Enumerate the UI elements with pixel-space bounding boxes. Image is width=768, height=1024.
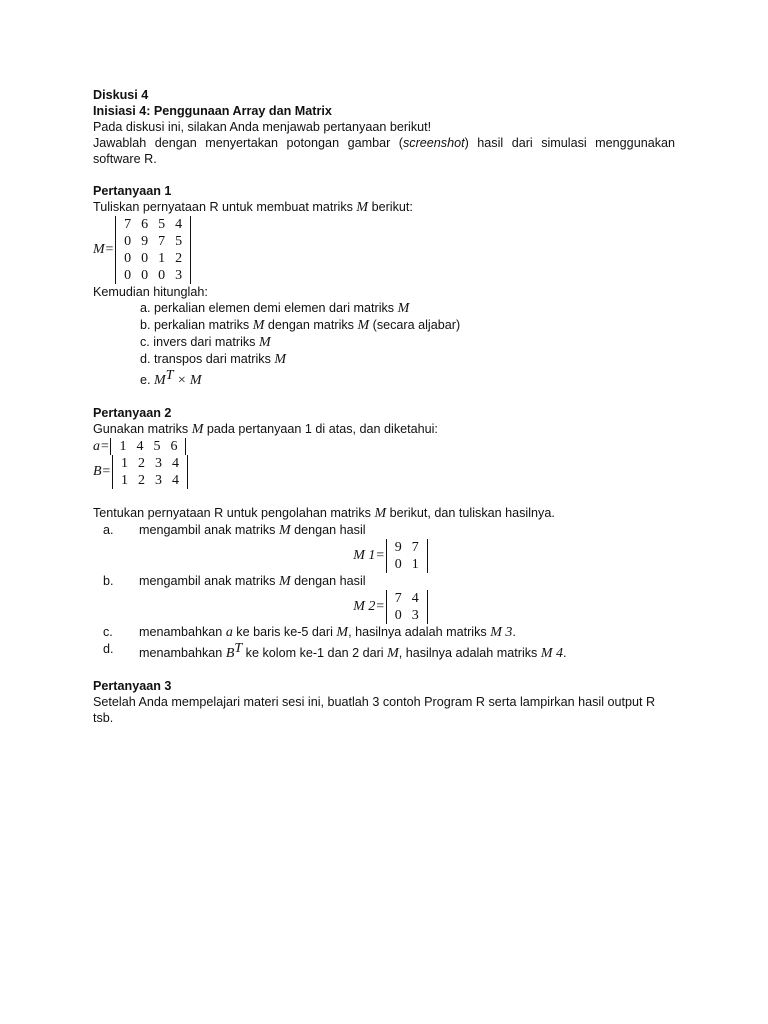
matrix-m-label: M= <box>93 242 115 257</box>
matrix-row: 9 7 <box>394 540 419 556</box>
q2-task: Tentukan pernyataan R untuk pengolahan matriks M berikut, dan tuliskan hasilnya. <box>93 506 555 522</box>
matrix-m <box>115 216 191 284</box>
matrix-m2-equation: M 2= 7 4 0 3 <box>93 590 675 624</box>
q1-matrix-equation <box>93 216 675 284</box>
q1-then: Kemudian hitunglah: <box>93 285 208 299</box>
list-item: b. perkalian matriks M dengan matriks M (secara aljabar) <box>140 318 461 333</box>
matrix-row: 0 3 <box>394 608 419 624</box>
matrix-row: 0 1 <box>394 557 419 573</box>
matrix-row: 1 2 3 4 <box>121 473 179 489</box>
q2-prompt: Gunakan matriks M pada pertanyaan 1 di atas, dan diketahui: <box>93 422 438 438</box>
matrix-row: 7 4 <box>394 591 419 607</box>
q1-title: Pertanyaan 1 <box>93 184 172 198</box>
matrix-m2 <box>386 590 428 624</box>
matrix-b <box>112 455 188 489</box>
list-item: e. $M^T \times M$ <box>140 368 202 389</box>
matrix-m1-equation: M 1= 9 7 0 1 <box>93 539 675 573</box>
list-item: c. menambahkan a ke baris ke-5 dari M, hasilnya adalah matriks M 3. <box>103 625 516 641</box>
matrix-row: 1 2 3 4 <box>121 456 179 472</box>
list-item: a. perkalian elemen demi elemen dari matriks M <box>140 301 410 316</box>
list-item: c. invers dari matriks M <box>140 335 271 350</box>
q1-prompt: Tuliskan pernyataan R untuk membuat matriks M berikut: <box>93 200 413 215</box>
vector-a-equation: a= 1 4 5 6 <box>93 438 675 455</box>
doc-title: Diskusi 4 <box>93 88 149 102</box>
intro-line-1: Pada diskusi ini, silakan Anda menjawab pertanyaan berikut! <box>93 120 432 134</box>
doc-subtitle: Inisiasi 4: Penggunaan Array dan Matrix <box>93 104 332 118</box>
matrix-row: 7 6 5 4 <box>124 217 183 232</box>
list-item: d. transpos dari matriks M <box>140 352 287 367</box>
list-item: b. mengambil anak matriks M dengan hasil <box>103 574 366 590</box>
q1-task-list <box>93 300 675 389</box>
matrix-row: 0 0 1 2 <box>124 251 183 266</box>
vector-a <box>110 438 186 455</box>
q2-task-list <box>93 522 675 662</box>
intro-line-2: Jawablah dengan menyertakan potongan gambar (screenshot) hasil dari simulasi menggunakan software R. <box>93 136 676 166</box>
list-item: a. mengambil anak matriks M dengan hasil <box>103 523 366 539</box>
document-page <box>93 87 675 726</box>
matrix-m1 <box>386 539 428 573</box>
list-item: d. menambahkan $B^T$ ke kolom ke-1 dan 2 dari M, hasilnya adalah matriks M 4. <box>103 641 567 662</box>
matrix-row: 0 9 7 5 <box>124 234 183 249</box>
matrix-row: 1 4 5 6 <box>119 439 178 455</box>
q2-title: Pertanyaan 2 <box>93 406 172 421</box>
matrix-row: 0 0 0 3 <box>124 268 183 283</box>
q3-title: Pertanyaan 3 <box>93 679 172 694</box>
q3-text: Setelah Anda mempelajari materi sesi ini, buatlah 3 contoh Program R serta lampirkan hasil output R tsb. <box>93 695 656 726</box>
matrix-b-equation: B= 1 2 3 4 1 2 3 4 <box>93 455 675 489</box>
